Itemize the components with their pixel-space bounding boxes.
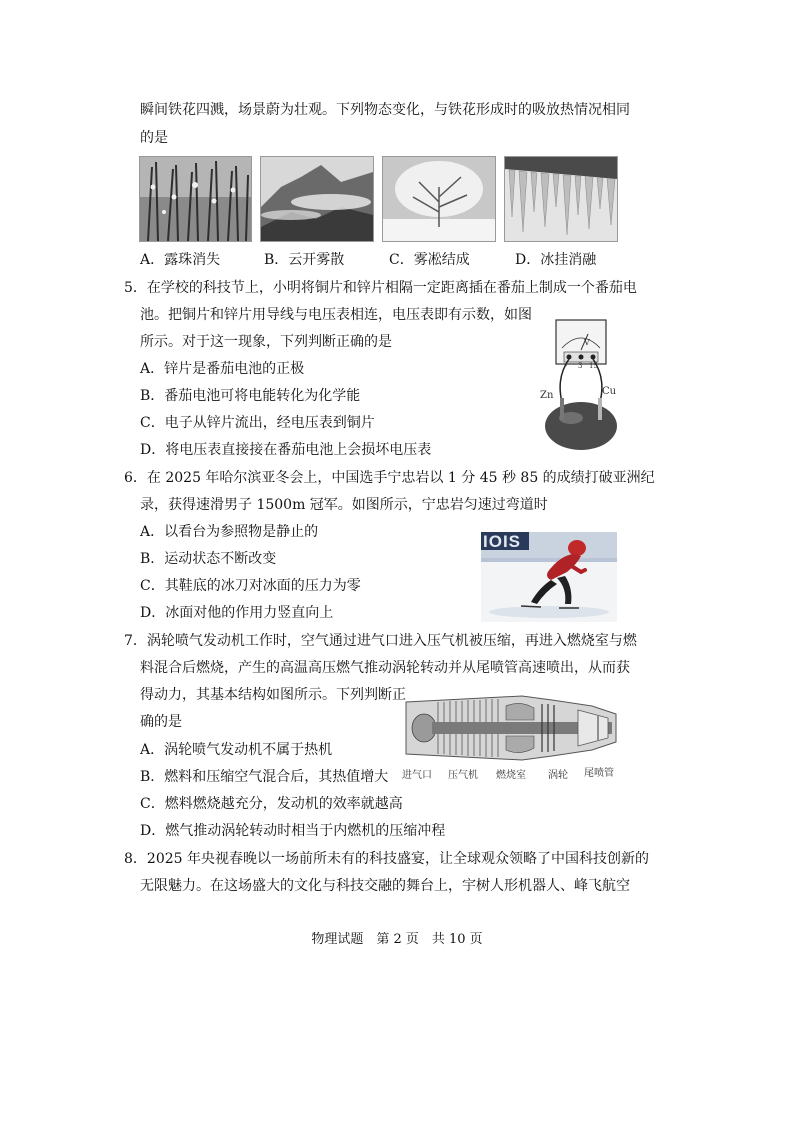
label-intake: 进气口 — [402, 770, 432, 781]
q4-option-a: A．露珠消失 — [140, 252, 221, 268]
q7-line-2: 料混合后燃烧，产生的高温高压燃气推动涡轮转动并从尾喷管高速喷出，从而获 — [140, 660, 630, 676]
label-compressor: 压气机 — [448, 770, 478, 781]
q6-line-2: 录，获得速滑男子 1500m 冠军。如图所示，宁忠岩匀速过弯道时 — [140, 497, 548, 513]
q6-line-1: 6．在 2025 年哈尔滨亚冬会上，中国选手宁忠岩以 1 分 45 秒 85 的成绩打破亚洲纪 — [124, 470, 655, 486]
dew-grass-photo — [139, 156, 252, 242]
zinc-label: Zn — [540, 390, 554, 401]
q4-option-c: C．雾凇结成 — [389, 252, 470, 268]
copper-label: Cu — [602, 386, 617, 397]
q6-option-b: B．运动状态不断改变 — [140, 551, 277, 567]
label-turbine: 涡轮 — [548, 770, 568, 781]
q6-option-c: C．其鞋底的冰刀对冰面的压力为零 — [140, 578, 361, 594]
q5-option-c: C．电子从锌片流出，经电压表到铜片 — [140, 415, 375, 431]
terminal-negative: - — [565, 362, 568, 370]
rime-tree-photo — [382, 156, 496, 242]
q4-option-d: D．冰挂消融 — [515, 252, 597, 268]
q4-option-b: B．云开雾散 — [264, 252, 345, 268]
q7-option-b: B．燃料和压缩空气混合后，其热值增大 — [140, 769, 389, 785]
page-footer: 物理试题 第 2 页 共 10 页 — [311, 932, 483, 947]
terminal-15: 15 — [589, 362, 598, 370]
q6-option-d: D．冰面对他的作用力竖直向上 — [140, 605, 334, 621]
q5-option-d: D．将电压表直接接在番茄电池上会损坏电压表 — [140, 442, 432, 458]
label-combustor: 燃烧室 — [496, 770, 526, 781]
q7-line-3: 得动力，其基本结构如图所示。下列判断正 — [140, 687, 406, 703]
q8-line-2: 无限魅力。在这场盛大的文化与科技交融的舞台上，宇树人形机器人、峰飞航空 — [140, 878, 630, 894]
turbojet-engine-figure — [402, 688, 622, 784]
speed-skater-photo — [481, 532, 617, 622]
terminal-3: 3 — [578, 362, 583, 370]
q5-option-b: B．番茄电池可将电能转化为化学能 — [140, 388, 361, 404]
q6-option-a: A．以看台为参照物是静止的 — [140, 524, 319, 540]
q7-option-a: A．涡轮喷气发动机不属于热机 — [140, 742, 333, 758]
q7-line-1: 7．涡轮喷气发动机工作时，空气通过进气口进入压气机被压缩，再进入燃烧室与燃 — [124, 633, 637, 649]
q7-option-c: C．燃料燃烧越充分，发动机的效率就越高 — [140, 796, 403, 812]
tomato-battery-figure — [536, 318, 622, 452]
q4-line-2: 的是 — [140, 130, 168, 146]
mountain-fog-photo — [260, 156, 374, 242]
icicle-photo — [504, 156, 618, 242]
q5-line-3: 所示。对于这一现象，下列判断正确的是 — [140, 334, 392, 350]
q5-line-2: 池。把铜片和锌片用导线与电压表相连，电压表即有示数，如图 — [140, 307, 532, 323]
voltmeter-symbol: V — [584, 338, 590, 347]
q5-line-1: 5．在学校的科技节上，小明将铜片和锌片相隔一定距离插在番茄上制成一个番茄电 — [124, 280, 637, 296]
q8-line-1: 8．2025 年央视春晚以一场前所未有的科技盛宴，让全球观众领略了中国科技创新的 — [124, 851, 649, 867]
q7-line-4: 确的是 — [140, 714, 182, 730]
q4-line-1: 瞬间铁花四溅，场景蔚为壮观。下列物态变化，与铁花形成时的吸放热情况相同 — [140, 102, 630, 118]
label-nozzle: 尾喷管 — [584, 768, 614, 779]
q5-option-a: A．锌片是番茄电池的正极 — [140, 361, 305, 377]
arena-banner-text: IOIS — [483, 532, 522, 551]
q7-option-d: D．燃气推动涡轮转动时相当于内燃机的压缩冲程 — [140, 823, 446, 839]
